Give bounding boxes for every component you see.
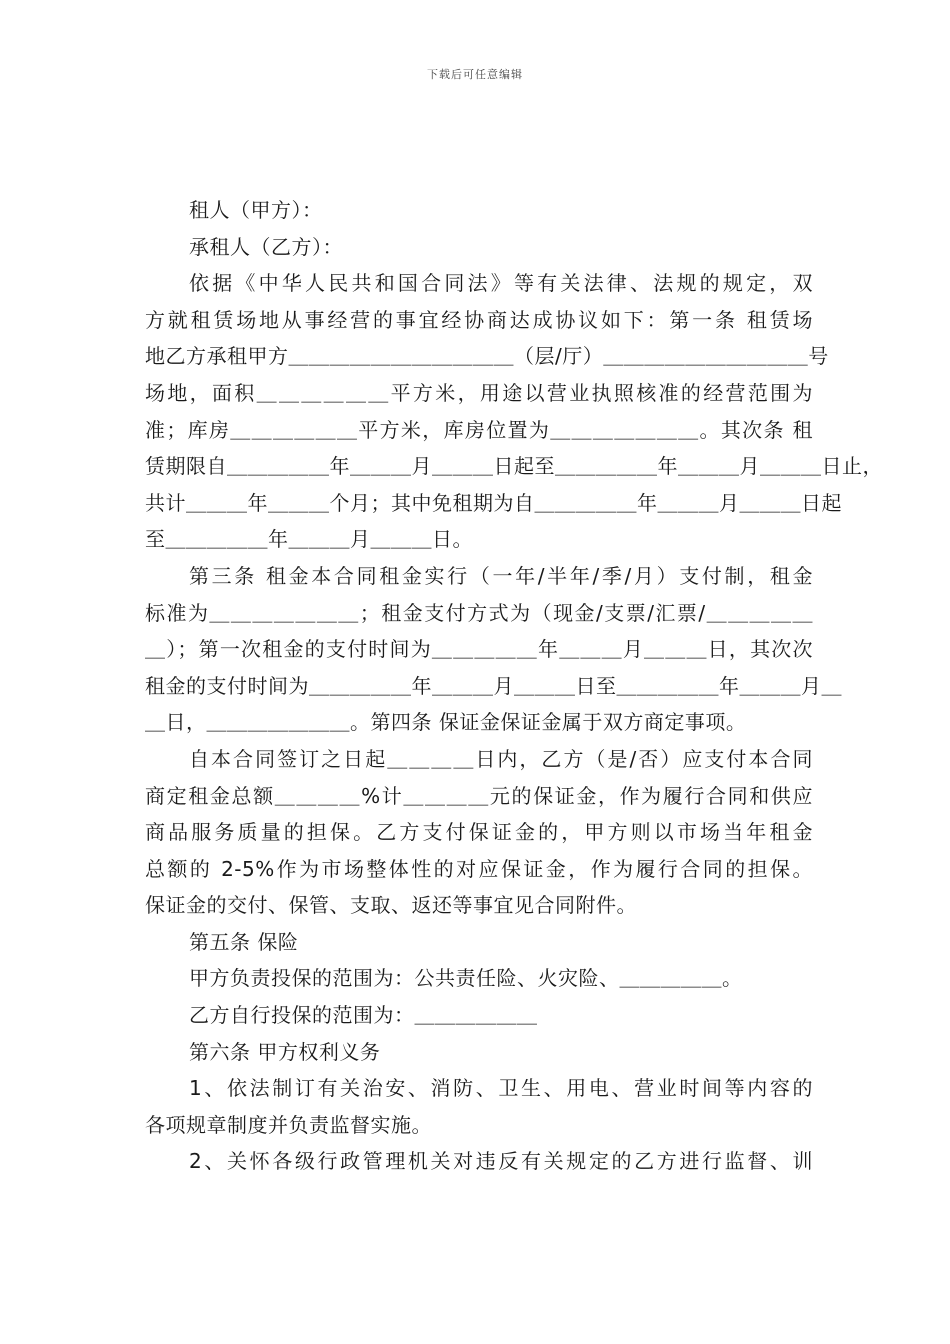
section-heading: 第五条 保险 <box>189 929 299 954</box>
text-line: 1、依法制订有关治安、消防、卫生、用电、营业时间等内容的 <box>189 1076 813 1101</box>
text-line: ＿日，＿＿＿＿＿＿＿。第四条 保证金保证金属于双方商定事项。 <box>145 710 747 735</box>
text-line: 商定租金总额＿＿＿＿%计＿＿＿＿元的保证金，作为履行合同和供应 <box>145 783 813 808</box>
text-line: 总额的 2-5%作为市场整体性的对应保证金，作为履行合同的担保。 <box>145 856 813 881</box>
text-line: 至＿＿＿＿＿年＿＿＿月＿＿＿日。 <box>145 527 473 552</box>
page-header: 下载后可任意编辑 <box>427 68 523 81</box>
text-line: 保证金的交付、保管、支取、返还等事宜见合同附件。 <box>145 893 637 918</box>
text-line: 乙方自行投保的范围为：＿＿＿＿＿＿ <box>189 1003 538 1028</box>
text-line: 依据《中华人民共和国合同法》等有关法律、法规的规定，双 <box>189 271 813 296</box>
text-line: 自本合同签订之日起＿＿＿＿日内，乙方（是/否）应支付本合同 <box>189 746 813 771</box>
text-line: 甲方负责投保的范围为：公共责任险、火灾险、＿＿＿＿＿。 <box>189 966 743 991</box>
text-line: 承租人（乙方）： <box>189 234 343 259</box>
text-line: 地乙方承租甲方＿＿＿＿＿＿＿＿＿＿＿（层/厅）＿＿＿＿＿＿＿＿＿＿号 <box>145 344 829 369</box>
text-line: 共计＿＿＿年＿＿＿个月；其中免租期为自＿＿＿＿＿年＿＿＿月＿＿＿日起 <box>145 490 842 515</box>
text-line: 各项规章制度并负责监督实施。 <box>145 1112 432 1137</box>
text-line: 租人（甲方）： <box>189 198 323 222</box>
text-line: 赁期限自＿＿＿＿＿年＿＿＿月＿＿＿日起至＿＿＿＿＿年＿＿＿月＿＿＿日止， <box>145 454 883 479</box>
text-line: 第三条 租金本合同租金实行（一年/半年/季/月）支付制，租金 <box>189 563 813 588</box>
text-line: 场地，面积＿＿＿＿＿＿平方米，用途以营业执照核准的经营范围为 <box>145 380 813 405</box>
text-line: 商品服务质量的担保。乙方支付保证金的，甲方则以市场当年租金 <box>145 820 813 845</box>
text-line: 租金的支付时间为＿＿＿＿＿年＿＿＿月＿＿＿日至＿＿＿＿＿年＿＿＿月＿ <box>145 673 842 698</box>
text-line: 2、关怀各级行政管理机关对违反有关规定的乙方进行监督、训 <box>189 1149 813 1174</box>
text-line: 准；库房＿＿＿＿＿＿平方米，库房位置为＿＿＿＿＿＿＿。其次条 租 <box>145 417 813 442</box>
text-line: 方就租赁场地从事经营的事宜经协商达成协议如下：第一条 租赁场 <box>145 307 813 332</box>
text-line: ＿）；第一次租金的支付时间为＿＿＿＿＿年＿＿＿月＿＿＿日，其次次 <box>145 637 813 662</box>
section-heading: 第六条 甲方权利义务 <box>189 1039 381 1064</box>
text-line: 标准为＿＿＿＿＿＿＿；租金支付方式为（现金/支票/汇票/＿＿＿＿＿ <box>145 600 813 625</box>
contract-body <box>145 192 883 1180</box>
